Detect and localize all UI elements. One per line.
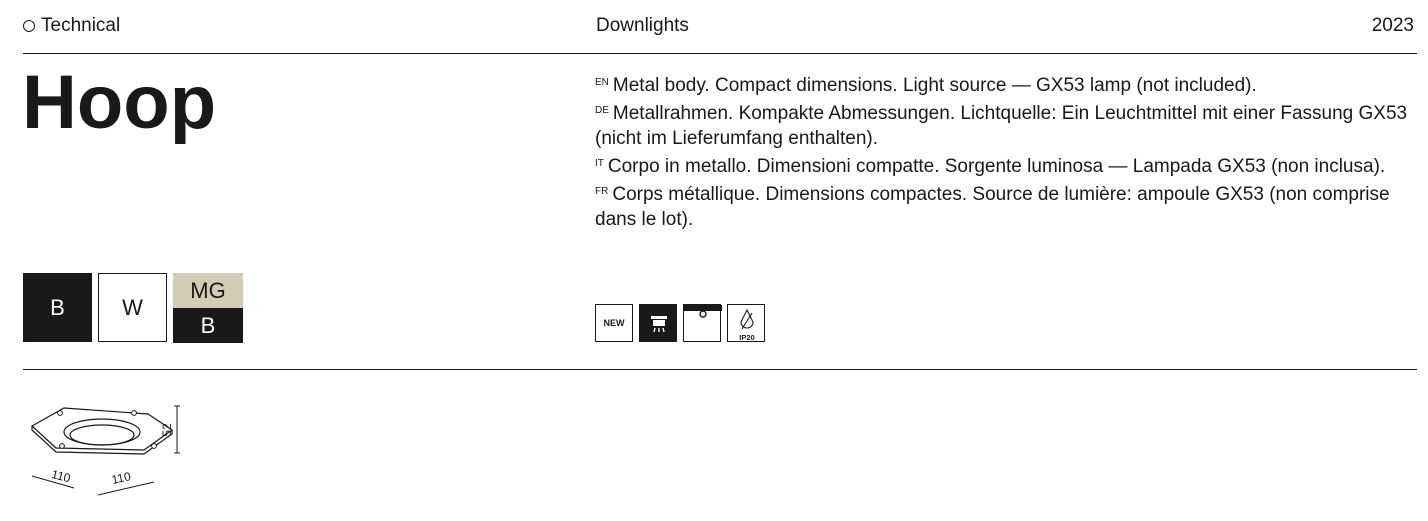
description-it — [595, 151, 1420, 179]
bottom-divider — [23, 369, 1417, 370]
description-en — [595, 70, 1420, 98]
description-text: Corpo in metallo. Dimensioni compatte. Sorgente luminosa — Lampada GX53 (non inclusa). — [607, 156, 1386, 177]
swatch-black — [23, 273, 92, 342]
year-label: 2023 — [1371, 15, 1414, 36]
lang-code: EN — [595, 77, 609, 88]
swatch-white — [98, 273, 167, 342]
description-fr — [595, 179, 1420, 232]
top-divider — [23, 53, 1417, 54]
width-dimension: 110 — [49, 467, 72, 486]
description-de — [595, 98, 1420, 151]
lang-code: FR — [595, 186, 609, 197]
product-title: Hoop — [22, 60, 217, 145]
header-section — [23, 14, 120, 38]
new-label: NEW — [603, 318, 625, 328]
circle-icon — [23, 20, 35, 32]
swatch-label: B — [50, 294, 65, 320]
new-badge-icon — [595, 304, 633, 342]
downlight-icon — [639, 304, 677, 342]
swatch-gold-black — [173, 273, 243, 343]
depth-dimension: 110 — [110, 469, 132, 487]
height-dimension: 52 — [160, 423, 174, 437]
category-label: Downlights — [596, 15, 689, 36]
feature-icons — [595, 304, 765, 342]
description-text: Metal body. Compact dimensions. Light source — GX53 lamp (not included). — [612, 75, 1257, 96]
description-text: Corps métallique. Dimensions compactes. Source de lumière: ampoule GX53 (non comprise dans le lot). — [595, 184, 1390, 230]
lang-code: IT — [595, 158, 604, 169]
product-description — [595, 70, 1420, 232]
color-swatches — [23, 273, 243, 343]
dimension-drawing — [22, 398, 197, 498]
ip-label: IP20 — [739, 333, 755, 342]
recessed-mount-icon — [683, 304, 721, 342]
lang-code: DE — [595, 105, 609, 116]
section-label: Technical — [41, 15, 121, 36]
ip20-icon — [727, 304, 765, 342]
swatch-black-bottom: B — [173, 308, 243, 343]
description-text: Metallrahmen. Kompakte Abmessungen. Lichtquelle: Ein Leuchtmittel mit einer Fassung GX53 (nicht im Lieferumfang enthalten). — [595, 103, 1408, 149]
swatch-label: W — [122, 294, 143, 320]
swatch-gold: MG — [173, 273, 243, 308]
